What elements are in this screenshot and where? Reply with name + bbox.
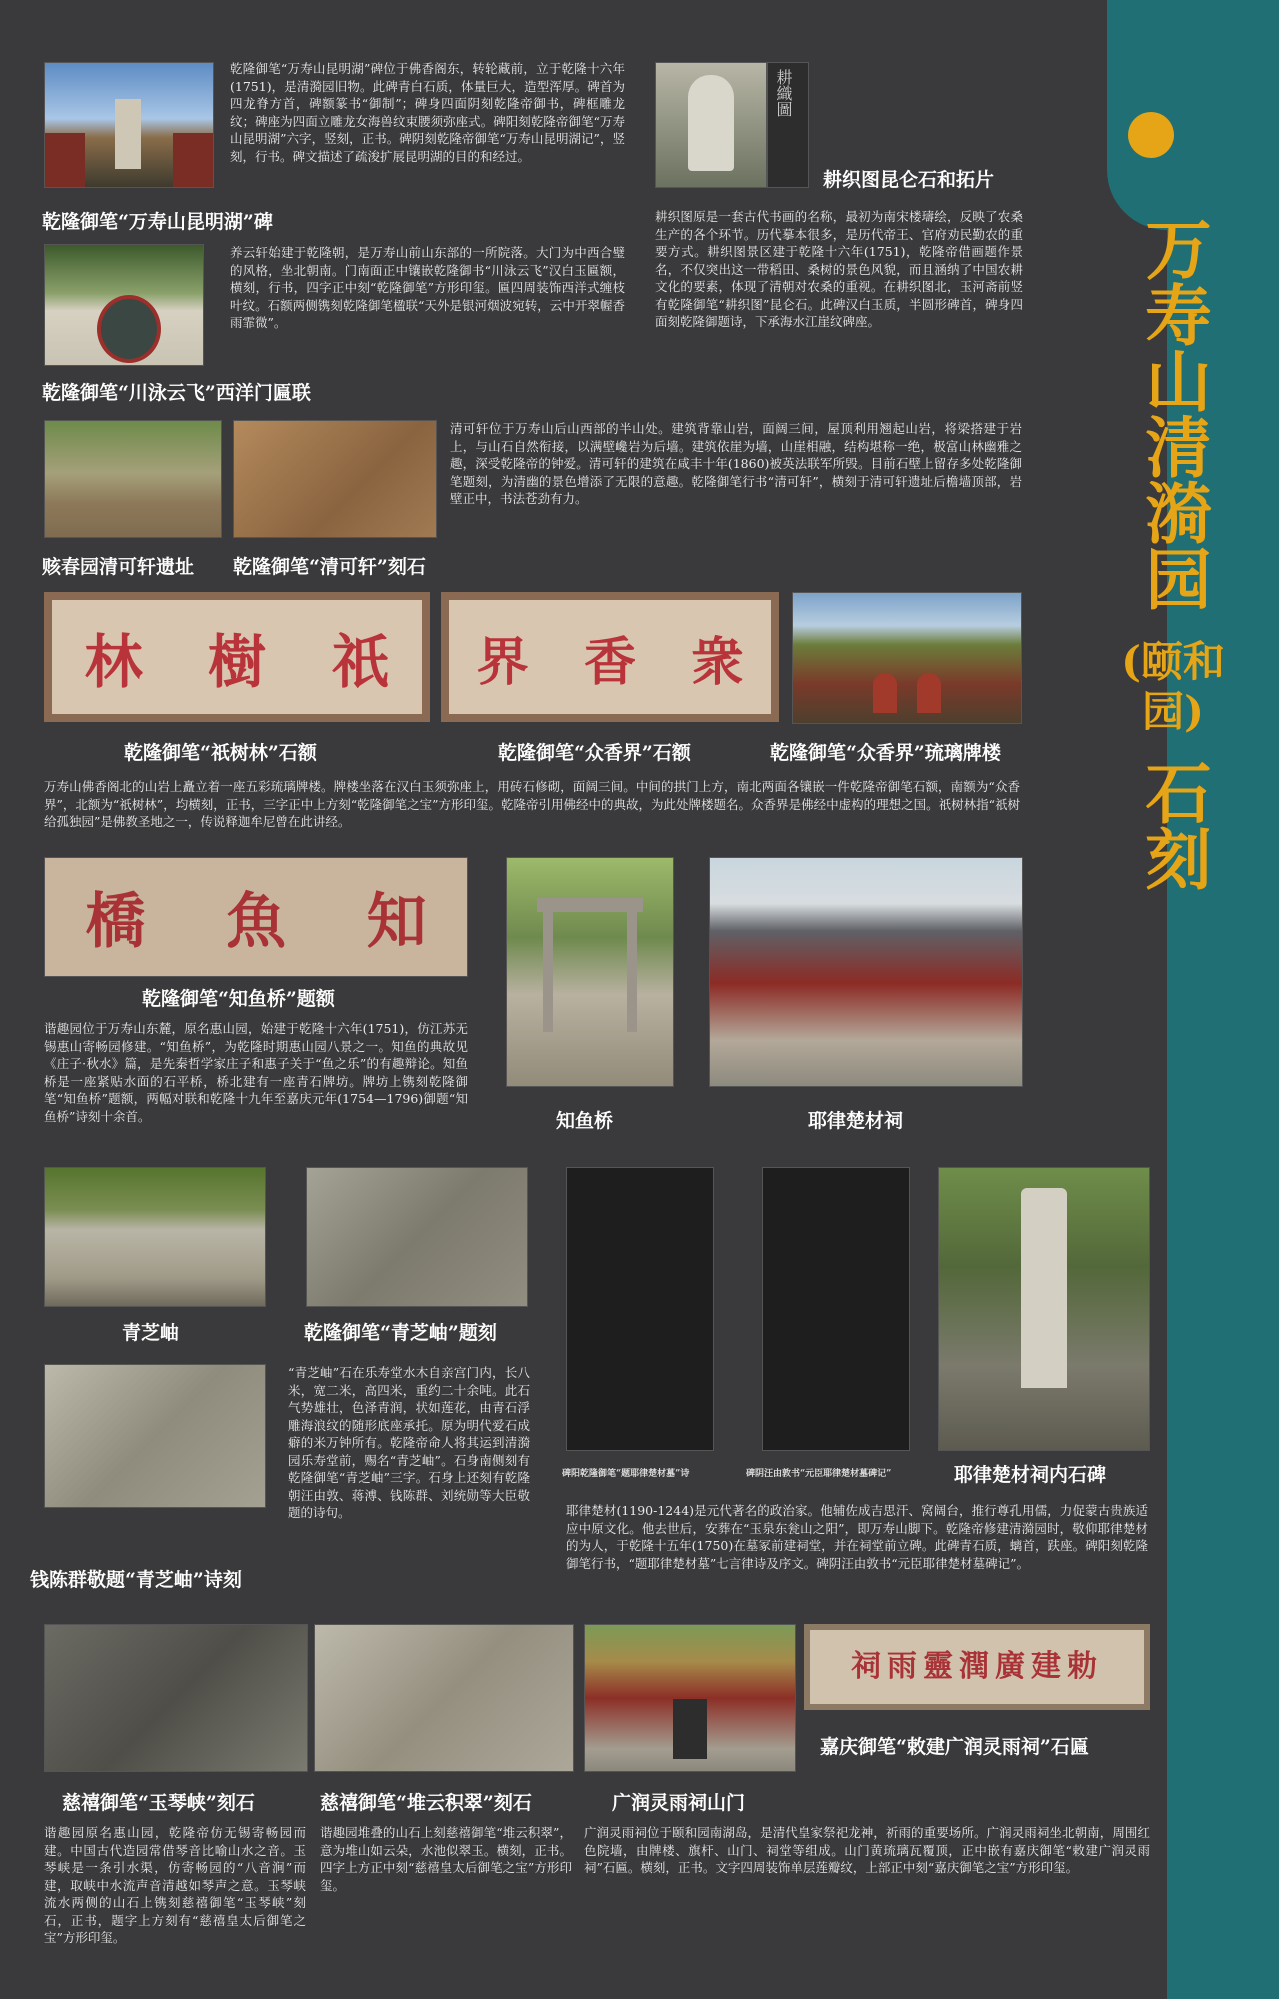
zhishulin-caption: 乾隆御笔“祇树林”石额 <box>124 742 317 764</box>
guangrun-gate-photo <box>584 1624 796 1772</box>
qingzhixiu-photo <box>44 1167 266 1307</box>
plaque-char: 衆 <box>691 631 744 693</box>
round-gate <box>97 295 161 363</box>
qingzhixiu-text: “青芝岫”石在乐寿堂水木自亲宫门内，长八米，宽二米，高四米，重约二十余吨。此石气势雄壮，色泽青润，状如莲花，由青石浮雕海浪纹的随形底座承托。原为明代爱石成癖的米万钟所有。乾隆帝命人将其运到清漪园乐寿堂前，赐名“青芝岫”。石身南侧刻有乾隆御笔“青芝岫”三字。石身上还刻有乾隆朝汪由敦、蒋溥、钱陈群、刘统勋等大臣敬题的诗句。 <box>288 1365 530 1520</box>
arch-door <box>873 673 897 713</box>
qianchen-caption: 钱陈群敬题“青芝岫”诗刻 <box>30 1569 242 1591</box>
plaque-char: 樹 <box>207 628 266 696</box>
guangrun-plaque-photo <box>804 1624 1150 1710</box>
zhongxiangjie-plaque <box>441 592 779 722</box>
gengzhi-text: 耕织图原是一套古代书画的名称，最初为南宋楼璹绘，反映了农桑生产的各个环节。历代摹本很多，是历代帝王、官府劝民勤农的重要方式。耕织图景区建于乾隆十六年(1751)，乾隆帝借画题作景名，不仅突出这一带稻田、桑树的景色风貌，而且涵纳了中国农耕文化的要素，体现了清朝对农桑的重视。在耕织图北，玉河斋前竖有乾隆御笔“耕织图”昆仑石。此碑汉白玉质，半圆形碑首，碑身四面刻乾隆御题诗，下承海水江崖纹碑座。 <box>655 209 1023 329</box>
zhiyuqiao-photo <box>506 857 674 1087</box>
yelu-text: 耶律楚材(1190-1244)是元代著名的政治家。他辅佐成吉思汗、窝阔台，推行尊孔用儒，力促蒙古贵族适应中原文化。他去世后，安葬在“玉泉东瓮山之阳”，即万寿山脚下。乾隆帝修建清漪园时，敬仰耶律楚材的为人，于乾隆十五年(1750)在墓冢前建祠堂，并在祠堂前立碑。此碑青石质，螭首，趺座。碑阳刻乾隆御笔行书，“题耶律楚材墓”七言律诗及序文。碑阴汪由敦书“元臣耶律楚材墓碑记”。 <box>566 1503 1148 1571</box>
title-main: 万寿山清漪园 <box>1134 215 1212 611</box>
chuanyong-text: 养云轩始建于乾隆朝，是万寿山前山东部的一所院落。大门为中西合璧的风格，坐北朝南。门南面正中镶嵌乾隆御书“川泳云飞”汉白玉匾额，横刻，行书，四字正中刻“乾隆御笔”方形印玺。匾四周装饰西洋式缠枝叶纹。石额两侧镌刻乾隆御笔楹联“天外是银河烟波宛转，云中开翠幄香雨霏微”。 <box>230 245 625 330</box>
plaque-char: 知 <box>366 887 427 957</box>
rubbing1-caption: 碑阳乾隆御笔“题耶律楚材墓”诗 <box>562 1469 690 1479</box>
yelu-stele-photo <box>938 1167 1150 1451</box>
stele-shape <box>115 99 141 169</box>
qianchen-poem-photo <box>44 1364 266 1508</box>
guangrun-text: 广润灵雨祠位于颐和园南湖岛，是清代皇家祭祀龙神，祈雨的重要场所。广润灵雨祠坐北朝南，周围红色院墙，由牌楼、旗杆、山门、祠堂等组成。山门黄琉璃瓦覆顶，正中嵌有嘉庆御笔“敕建广润灵雨祠”石匾。横刻，正书。文字四周装饰单层莲瓣纹，上部正中刻“嘉庆御笔之宝”方形印玺。 <box>584 1825 1150 1875</box>
qingkexuan-stone-photo <box>233 420 437 538</box>
stele-shape <box>1021 1188 1067 1388</box>
zhongxiangjie-caption: 乾隆御笔“众香界”石额 <box>498 742 691 764</box>
title-sub: (颐和园) <box>1121 637 1225 736</box>
zhiyuqiao-caption: 知鱼桥 <box>556 1110 614 1132</box>
paifang-photo <box>792 592 1022 724</box>
plaque-char: 香 <box>583 631 636 693</box>
xiequ-text: 谐趣园原名惠山园，乾隆帝仿无锡寄畅园而建。中国古代造园常借琴音比喻山水之音。玉琴峡是一条引水渠，仿寄畅园的“八音涧”而建，取峡中水流声音清越如琴声之意。玉琴峡流水两侧的山石上镌刻慈禧御笔“玉琴峡”刻石，正书，题字上方刻有“慈禧皇太后御笔之宝”方形印玺。 <box>44 1825 306 1945</box>
kunming-text: 乾隆御笔“万寿山昆明湖”碑位于佛香阁东，转轮藏前，立于乾隆十六年(1751)，是清漪园旧物。此碑青白石质，体量巨大，造型浑厚。碑首为四龙脊方首，碑额篆书“御制”；碑身四面阴刻乾隆帝御书，碑框雕龙纹；碑座为四面立雕龙女海兽纹束腰须弥座式。碑阳刻乾隆帝御笔“万寿山昆明湖”六字，竖刻，正书。碑阴刻乾隆帝御笔“万寿山昆明湖记”，竖刻，行书。碑文描述了疏浚扩展昆明湖的目的和经过。 <box>230 61 625 164</box>
gate-door <box>673 1699 707 1759</box>
qingkexuan-text: 清可轩位于万寿山后山西部的半山处。建筑背靠山岩，面阔三间，屋顶利用翘起山岩，将梁搭建于岩上，与山石自然衔接，以满壁巉岩为后墙。建筑依崖为墙，山崖相融，结构堪称一绝，极富山林幽雅之趣，深受乾隆帝的钟爱。清可轩的建筑在咸丰十年(1860)被英法联军所毁。目前石壁上留存多处乾隆御笔题刻，为清幽的景色增添了无限的意趣。乾隆御笔行书“清可轩”，横刻于清可轩遗址后檐墙顶部，岩壁正中，书法苍劲有力。 <box>450 421 1022 506</box>
chuanyong-caption: 乾隆御笔“川泳云飞”西洋门匾联 <box>42 382 311 404</box>
qingkexuan-site-photo <box>44 420 222 538</box>
chuanyong-gate-photo <box>44 244 204 366</box>
plaque-char: 祇 <box>331 628 390 696</box>
duiyun-caption: 慈禧御笔“堆云积翠”刻石 <box>320 1792 532 1814</box>
plaque-char: 界 <box>476 631 529 693</box>
rubbing2-photo <box>762 1167 910 1451</box>
zhiyuqiao-plaque <box>44 857 468 977</box>
yelu-stele-caption: 耶律楚材祠内石碑 <box>954 1464 1107 1486</box>
building-right <box>173 133 213 187</box>
zhiyuqiao-text: 谐趣园位于万寿山东麓，原名惠山园，始建于乾隆十六年(1751)，仿江苏无锡惠山寄畅园修建。“知鱼桥”，为乾隆时期惠山园八景之一。知鱼的典故见《庄子·秋水》篇，是先秦哲学家庄子和惠子关于“鱼之乐”的有趣辩论。知鱼桥是一座紧贴水面的石平桥，桥北建有一座青石牌坊。牌坊上镌刻乾隆御笔“知鱼桥”题额，两幅对联和乾隆十九年至嘉庆元年(1754—1796)御题“知鱼桥”诗刻十余首。 <box>44 1021 468 1124</box>
duiyun-photo <box>314 1624 574 1772</box>
zhiyuqiao-plaque-caption: 乾隆御笔“知鱼桥”题额 <box>142 988 335 1010</box>
kunming-caption: 乾隆御笔“万寿山昆明湖”碑 <box>42 211 273 233</box>
stone-shape <box>688 75 734 171</box>
title-tail: 石刻 <box>1134 759 1212 891</box>
zhishulin-plaque <box>44 592 430 722</box>
kunming-stele-photo <box>44 62 214 188</box>
qingzhixiu-title-photo <box>306 1167 528 1307</box>
bullet-dot <box>1128 112 1174 158</box>
plaque-char: 林 <box>84 628 143 696</box>
paifang-text: 万寿山佛香阁北的山岩上矗立着一座五彩琉璃牌楼。牌楼坐落在汉白玉须弥座上，用砖石修砌，面阔三间。中间的拱门上方，南北两面各镶嵌一件乾隆帝御笔石额，南额为“众香界”，北额为“祇树林”，均横刻，正书，三字正中上方刻“乾隆御笔之宝”方形印玺。乾隆帝引用佛经中的典故，为此处牌楼题名。众香界是佛经中虚构的理想之国。祇树林指“祇树给孤独园”是佛教圣地之一，传说释迦牟尼曾在此讲经。 <box>44 779 1020 829</box>
gate-beam <box>537 898 643 912</box>
guangrun-gate-caption: 广润灵雨祠山门 <box>612 1792 746 1814</box>
plaque-char: 橋 <box>85 887 146 957</box>
gate-post <box>627 912 637 1032</box>
arch-door <box>917 673 941 713</box>
rubbing-text: 耕織圖 <box>774 69 793 117</box>
yuqinxia-caption: 慈禧御笔“玉琴峡”刻石 <box>62 1792 255 1814</box>
gengzhi-rubbing-photo <box>767 62 809 188</box>
rubbing1-photo <box>566 1167 714 1451</box>
qingzhixiu-title-caption: 乾隆御笔“青芝岫”题刻 <box>304 1322 497 1344</box>
rubbing2-caption: 碑阴汪由敦书“元臣耶律楚材墓碑记” <box>746 1469 892 1479</box>
duiyun-text: 谐趣园堆叠的山石上刻慈禧御笔“堆云积翠”，意为堆山如云朵，水池似翠玉。横刻，正书。四字上方正中刻“慈禧皇太后御笔之宝”方形印玺。 <box>320 1825 572 1893</box>
gengzhi-caption: 耕织图昆仑石和拓片 <box>823 169 995 191</box>
yelu-shrine-photo <box>709 857 1023 1087</box>
qingzhixiu-caption: 青芝岫 <box>122 1322 180 1344</box>
gate-post <box>543 912 553 1032</box>
vertical-title <box>1098 215 1248 895</box>
qingkexuan-stone-caption: 乾隆御笔“清可轩”刻石 <box>233 556 426 578</box>
paifang-caption: 乾隆御笔“众香界”琉璃牌楼 <box>770 742 1001 764</box>
gengzhi-stone-photo <box>655 62 767 188</box>
yelu-caption: 耶律楚材祠 <box>808 1110 904 1132</box>
guangrun-plaque-caption: 嘉庆御笔“敕建广润灵雨祠”石匾 <box>820 1736 1089 1758</box>
plaque-char: 魚 <box>225 887 286 957</box>
building-left <box>45 133 85 187</box>
qingkexuan-site-caption: 赅春园清可轩遗址 <box>42 556 195 578</box>
yuqinxia-photo <box>44 1624 308 1772</box>
guangrun-plaque-text: 祠雨靈潤廣建勅 <box>851 1649 1103 1684</box>
